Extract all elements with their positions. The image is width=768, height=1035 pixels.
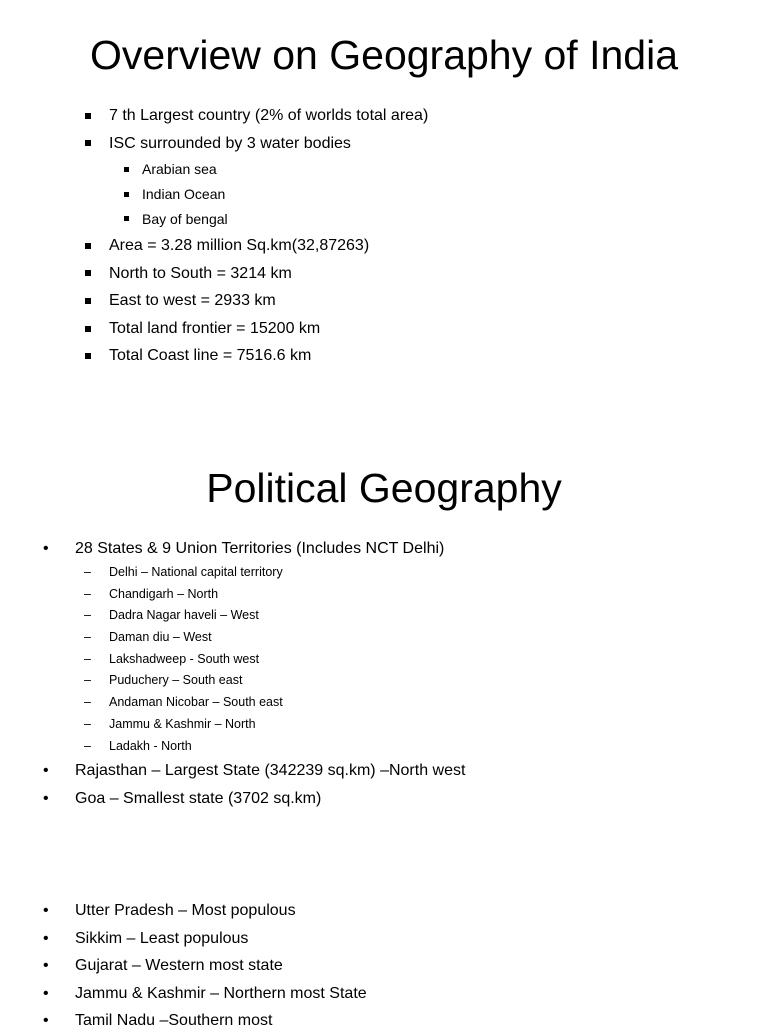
bullet-icon: •	[43, 1012, 49, 1029]
square-bullet-icon	[85, 326, 91, 332]
union-territories-list	[84, 562, 283, 757]
list-item: Bay of bengal	[124, 207, 228, 232]
list-item: – Delhi – National capital territory	[84, 562, 283, 584]
slide1-list-top	[85, 102, 428, 157]
square-bullet-icon	[85, 243, 91, 249]
list-item: ISC surrounded by 3 water bodies	[85, 130, 428, 158]
square-bullet-icon	[85, 140, 91, 146]
square-bullet-icon	[85, 270, 91, 276]
square-bullet-icon	[85, 298, 91, 304]
list-item: – Jammu & Kashmir – North	[84, 714, 283, 736]
list-item: – Daman diu – West	[84, 627, 283, 649]
bullet-icon: •	[43, 789, 49, 807]
bullet-icon: •	[43, 540, 49, 557]
dash-bullet-icon: –	[84, 565, 91, 579]
list-item: Area = 3.28 million Sq.km(32,87263)	[85, 232, 369, 260]
list-item: – Lakshadweep - South west	[84, 649, 283, 671]
slide2-title: Political Geography	[206, 465, 562, 511]
list-item: Total land frontier = 15200 km	[85, 315, 369, 343]
list-item: • Jammu & Kashmir – Northern most State	[43, 980, 367, 1008]
list-item: • Utter Pradesh – Most populous	[43, 897, 367, 925]
list-item: – Andaman Nicobar – South east	[84, 692, 283, 714]
list-item: • Gujarat – Western most state	[43, 952, 367, 980]
slide3-list	[43, 897, 367, 1035]
state-facts-list	[43, 757, 465, 812]
dash-bullet-icon: –	[84, 695, 91, 710]
list-item: Indian Ocean	[124, 182, 228, 207]
list-item: – Dadra Nagar haveli – West	[84, 605, 283, 627]
dash-bullet-icon: –	[84, 608, 91, 623]
slide1-facts-list	[85, 232, 369, 370]
list-item: – Ladakh - North	[84, 736, 283, 758]
square-bullet-icon	[85, 353, 91, 359]
list-item: • Goa – Smallest state (3702 sq.km)	[43, 785, 465, 813]
bullet-icon: •	[43, 762, 49, 779]
list-item: – Chandigarh – North	[84, 584, 283, 606]
square-bullet-icon	[124, 216, 129, 221]
list-item: • Rajasthan – Largest State (342239 sq.km) –North west	[43, 757, 465, 785]
bullet-icon: •	[43, 984, 49, 1002]
bullet-icon: •	[43, 929, 49, 947]
water-bodies-list	[124, 157, 228, 231]
bullet-icon: •	[43, 902, 49, 919]
list-item: • Tamil Nadu –Southern most	[43, 1007, 367, 1035]
dash-bullet-icon: –	[84, 673, 91, 688]
list-item: Arabian sea	[124, 157, 228, 182]
list-item: • Sikkim – Least populous	[43, 925, 367, 953]
list-item: 7 th Largest country (2% of worlds total area)	[85, 102, 428, 130]
square-bullet-icon	[124, 167, 129, 172]
list-item: East to west = 2933 km	[85, 287, 369, 315]
list-item: – Puduchery – South east	[84, 670, 283, 692]
dash-bullet-icon: –	[84, 738, 91, 753]
slide1-title: Overview on Geography of India	[90, 32, 678, 78]
square-bullet-icon	[124, 192, 129, 197]
list-item: North to South = 3214 km	[85, 260, 369, 288]
dash-bullet-icon: –	[84, 651, 91, 666]
square-bullet-icon	[85, 113, 91, 119]
list-item: Total Coast line = 7516.6 km	[85, 342, 369, 370]
states-heading-list	[43, 535, 444, 563]
list-item: • 28 States & 9 Union Territories (Includes NCT Delhi)	[43, 535, 444, 563]
bullet-icon: •	[43, 957, 49, 974]
dash-bullet-icon: –	[84, 630, 91, 645]
dash-bullet-icon: –	[84, 716, 91, 731]
dash-bullet-icon: –	[84, 586, 91, 601]
